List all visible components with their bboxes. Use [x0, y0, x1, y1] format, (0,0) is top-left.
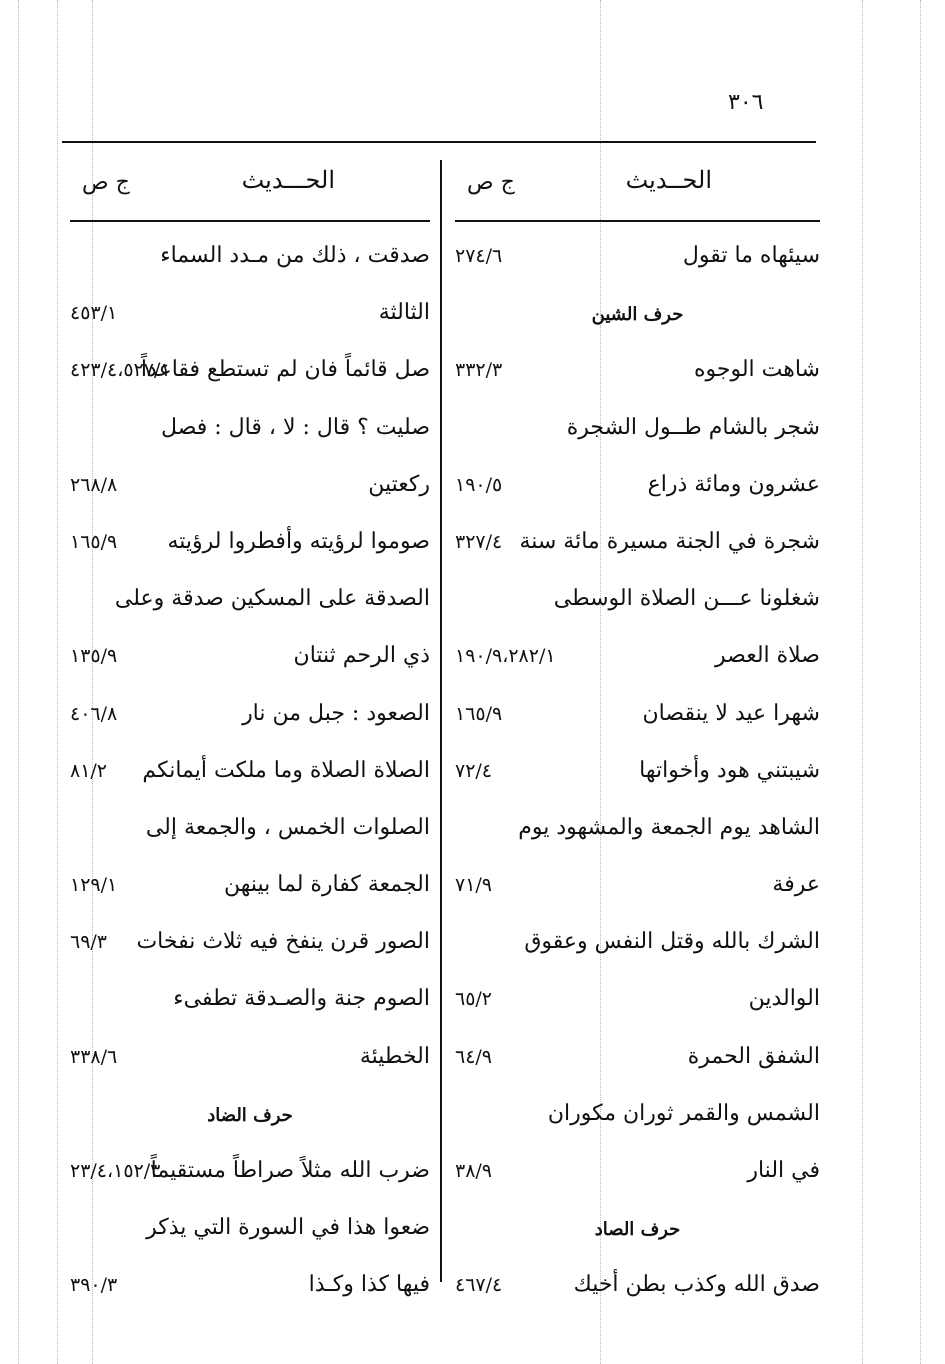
entry-row: [455, 972, 820, 1029]
entry-text: الثالثة: [378, 300, 430, 326]
entry-ref: ٣٣٨/٦: [70, 1045, 118, 1068]
entry-list: [455, 229, 820, 1316]
scan-guide-line: [862, 0, 863, 1364]
entry-text: الصلوات الخمس ، والجمعة إلى: [145, 814, 430, 840]
entry-text: صدقت ، ذلك من مـدد السماء: [160, 243, 430, 268]
entry-ref: ٣٣٢/٣: [455, 359, 503, 382]
entry-text: الصور قرن ينفخ فيه ثلاث نفخات: [136, 929, 430, 955]
entry-text: عرفة: [772, 872, 820, 898]
entry-text: سيئهاه ما تقول: [682, 243, 820, 268]
entry-row: [455, 687, 820, 744]
section-heading: [455, 286, 820, 343]
entry-row: [70, 1201, 430, 1258]
entry-text: الصوم جنة والصـدقة تطفىء: [173, 986, 430, 1012]
entry-row: [455, 572, 820, 629]
entry-ref: ٢٧٤/٦: [455, 245, 503, 267]
entry-row: [455, 744, 820, 801]
scan-guide-line: [18, 0, 19, 1364]
entry-text: الشفق الحمرة: [687, 1043, 820, 1069]
entry-row: [70, 915, 430, 972]
entry-row: [70, 629, 430, 686]
entry-text: ضرب الله مثلاً صراطاً مستقيماً: [150, 1158, 430, 1183]
entry-row: [455, 515, 820, 572]
entry-row: [455, 1258, 820, 1315]
entry-text: الوالدين: [748, 986, 820, 1012]
entry-text: صلاة العصر: [715, 643, 820, 669]
entry-row: [455, 1030, 820, 1087]
entry-text: ضعوا هذا في السورة التي يذكر: [146, 1215, 430, 1241]
entry-ref: ٧١/٩: [455, 874, 493, 897]
entry-text: فيها كذا وكـذا: [308, 1272, 430, 1298]
section-heading-text: حرف الضاد: [207, 1104, 293, 1126]
header-rule: [62, 141, 816, 143]
entry-row: [70, 858, 430, 915]
entry-ref: ١٩٠/٩،٢٨٢/١: [455, 645, 556, 668]
entry-text: الصعود : جبل من نار: [242, 700, 430, 726]
page-number: ٣٠٦: [728, 90, 764, 115]
entry-ref: ١٦٥/٩: [70, 530, 118, 553]
entry-text: الشاهد يوم الجمعة والمشهود يوم: [518, 814, 820, 840]
entry-text: شيبتني هود وأخواتها: [639, 757, 820, 783]
entry-text: شجرة في الجنة مسيرة مائة سنة: [519, 528, 820, 554]
column-header: [455, 150, 820, 222]
entry-ref: ٣٩٠/٣: [70, 1274, 118, 1297]
entry-row: [455, 1087, 820, 1144]
entry-text: الخطيئة: [359, 1043, 430, 1069]
section-heading-text: حرف الصاد: [594, 1219, 681, 1241]
entry-text: الشمس والقمر ثوران مكوران: [547, 1100, 820, 1126]
entry-row: [455, 858, 820, 915]
entry-ref: ٦٤/٩: [455, 1045, 493, 1068]
entry-row: [70, 458, 430, 515]
hadith-column-label: الحــديث: [625, 166, 712, 194]
volume-page-label: ج ص: [82, 170, 130, 195]
entry-row: [70, 343, 430, 400]
entry-ref: ٤٠٦/٨: [70, 702, 118, 725]
entry-row: [70, 687, 430, 744]
entry-text: ذي الرحم ثنتان: [293, 643, 430, 669]
entry-text: ركعتين: [368, 471, 430, 497]
volume-page-label: ج ص: [467, 170, 515, 195]
section-heading-text: حرف الشين: [591, 304, 684, 326]
entry-ref: ١٣٥/٩: [70, 645, 118, 668]
entry-row: [70, 572, 430, 629]
entry-row: [70, 1144, 430, 1201]
left-column: [70, 150, 430, 1316]
entry-text: صوموا لرؤيته وأفطروا لرؤيته: [167, 528, 430, 554]
entry-ref: ٤٥٣/١: [70, 302, 118, 325]
entry-row: [70, 1030, 430, 1087]
entry-ref: ٦٩/٣: [70, 931, 108, 954]
entry-row: [455, 458, 820, 515]
entry-list: [70, 229, 430, 1316]
entry-text: شجر بالشام طــول الشجرة: [566, 414, 820, 440]
entry-ref: ١٢٩/١: [70, 874, 118, 897]
entry-row: [455, 915, 820, 972]
entry-row: [70, 286, 430, 343]
scan-guide-line: [920, 0, 921, 1364]
entry-ref: ٧٢/٤: [455, 759, 493, 782]
entry-ref: ٤٢٣/٤،٥٢٧/١: [70, 359, 171, 382]
entry-row: [70, 744, 430, 801]
entry-text: شغلونا عـــن الصلاة الوسطى: [553, 586, 820, 612]
section-heading: [455, 1201, 820, 1258]
column-divider: [440, 160, 442, 1282]
entry-text: عشرون ومائة ذراع: [647, 471, 820, 497]
entry-text: شهرا عيد لا ينقصان: [642, 700, 820, 726]
entry-ref: ٤٦٧/٤: [455, 1274, 503, 1297]
entry-text: الصدقة على المسكين صدقة وعلى: [114, 586, 430, 612]
column-header: [70, 150, 430, 222]
section-heading: [70, 1087, 430, 1144]
entry-row: [455, 801, 820, 858]
entry-row: [455, 343, 820, 400]
entry-ref: ٣٢٧/٤: [455, 530, 503, 553]
entry-row: [70, 1258, 430, 1315]
entry-row: [455, 629, 820, 686]
entry-ref: ٢٣/٤،١٥٢/٣: [70, 1160, 161, 1182]
entry-ref: ٦٥/٢: [455, 988, 493, 1011]
entry-text: الجمعة كفارة لما بينهن: [224, 872, 430, 898]
entry-text: الصلاة الصلاة وما ملكت أيمانكم: [142, 757, 430, 783]
entry-row: [70, 972, 430, 1029]
entry-text: الشرك بالله وقتل النفس وعقوق: [524, 929, 820, 955]
entry-ref: ٨١/٢: [70, 759, 108, 782]
entry-row: [70, 801, 430, 858]
entry-row: [70, 401, 430, 458]
entry-text: صل قائماً فان لم تستطع فقاعداً: [140, 357, 430, 383]
right-column: [455, 150, 820, 1316]
scan-guide-line: [57, 0, 58, 1364]
hadith-column-label: الحـــديث: [241, 166, 335, 194]
entry-row: [70, 229, 430, 286]
entry-row: [70, 515, 430, 572]
entry-ref: ٢٦٨/٨: [70, 473, 118, 496]
entry-ref: ١٦٥/٩: [455, 702, 503, 725]
entry-row: [455, 229, 820, 286]
entry-text: صليت ؟ قال : لا ، قال : فصل: [161, 414, 430, 440]
entry-text: صدق الله وكذب بطن أخيك: [573, 1272, 820, 1298]
entry-row: [455, 401, 820, 458]
entry-text: شاهت الوجوه: [693, 357, 820, 383]
entry-row: [455, 1144, 820, 1201]
entry-text: في النار: [747, 1158, 820, 1183]
entry-ref: ١٩٠/٥: [455, 473, 503, 496]
entry-ref: ٣٨/٩: [455, 1160, 493, 1182]
